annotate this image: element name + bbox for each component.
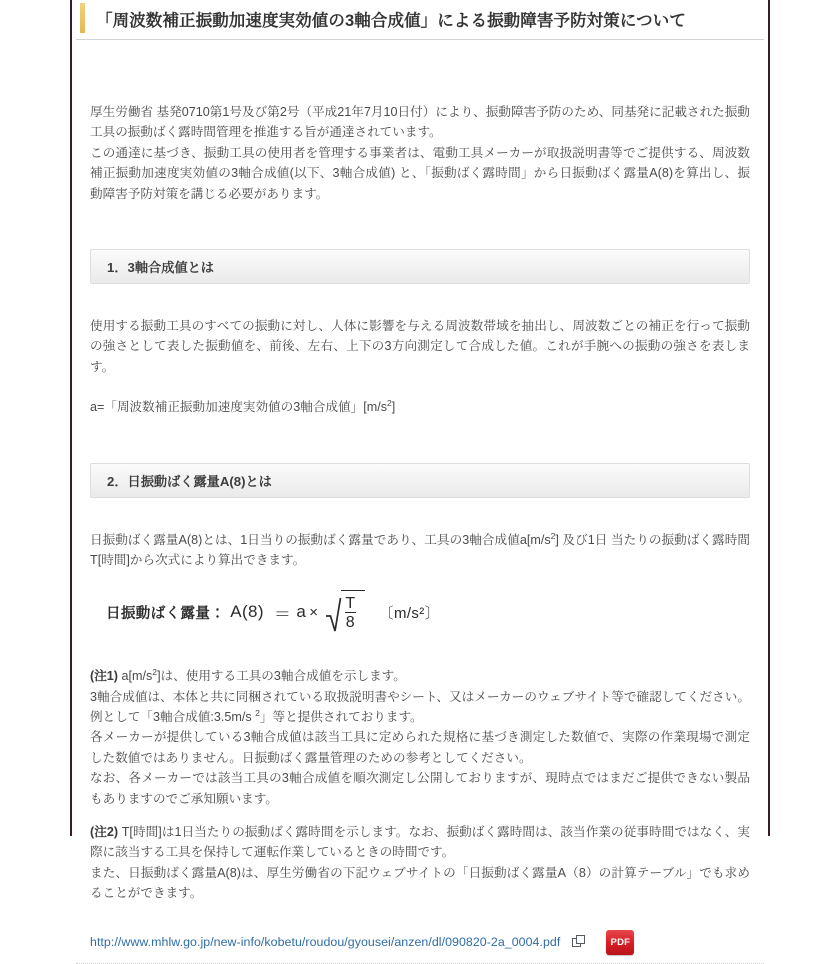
section-1-heading: 1．3軸合成値とは <box>90 249 750 284</box>
radicand-fraction <box>341 590 364 634</box>
content-frame <box>70 0 770 950</box>
page-title: 「周波数補正振動加速度実効値の3軸合成値」による振動障害予防対策について <box>96 12 686 30</box>
pdf-badge-label: PDF <box>610 936 631 948</box>
fraction-denominator: 8 <box>345 614 356 632</box>
intro-paragraph-1: 厚生労働省 基発0710第1号及び第2号（平成21年7月10日付）により、振動障害予防のため、同基発に記載された振動工具の振動ばく露時間管理を推進する旨が通達されています。 <box>90 105 750 140</box>
formula-square-root <box>325 590 364 634</box>
note-1-line-4: なお、各メーカーでは該当工具の3軸合成値を順次測定し公開しておりますが、現時点ではまだご提供できない製品もありますのでご承知願います。 <box>90 771 750 806</box>
spacer <box>90 204 750 249</box>
note-1-line-1-part-2: ]は、使用する工具の3軸合成値を示します。 <box>157 669 406 684</box>
spacer <box>90 634 750 666</box>
note-1-tag: (注1) <box>90 669 118 684</box>
formula-lhs: A(8) <box>230 602 264 622</box>
radical-sign-icon <box>325 590 342 634</box>
intro-paragraph-2: この通達に基づき、振動工具の使用者を管理する事業者は、電動工具メーカーが取扱説明書等でご提供する、周波数補正振動加速度実効値の3軸合成値(以下、3軸合成値) と、「振動ばく露時間」から日振動ばく露量A(8)を算出し、振動障害予防対策を講じる必要があります。 <box>90 145 750 201</box>
note-2 <box>90 822 750 904</box>
bottom-divider <box>76 963 764 964</box>
section-2-superscript: 2 <box>550 530 556 541</box>
mhlw-pdf-link[interactable]: http://www.mhlw.go.jp/new-info/kobetu/roudou/gyousei/anzen/dl/090820-2a_0004.pdf <box>90 935 561 950</box>
document-title-bar <box>76 0 764 40</box>
document-body <box>72 102 768 904</box>
definition-suffix: ] <box>391 400 396 415</box>
pdf-file-icon[interactable] <box>606 930 634 955</box>
note-2-line-2: また、日振動ばく露量A(8)は、厚生労働省の下記ウェブサイトの「日振動ばく露量A（8）の計算テーブル」でも求めることができます。 <box>90 865 750 901</box>
formula-variable-a: a <box>296 602 307 622</box>
note-2-line-1: T[時間]は1日当たりの振動ばく露時間を示します。なお、振動ばく露時間は、該当作業の従事時間ではなく、実際に該当する工具を保持して運転作業しているときの時間です。 <box>90 825 750 860</box>
formula-daily-vibration-exposure <box>90 590 750 634</box>
spacer <box>90 284 750 316</box>
section-2-heading: 2．日振動ばく露量A(8)とは <box>90 463 750 498</box>
reference-link-row <box>72 930 768 955</box>
spacer <box>90 377 750 397</box>
spacer <box>90 418 750 463</box>
formula-equals-sign: ＝ <box>273 604 292 624</box>
spacer <box>90 809 750 822</box>
formula-label: 日振動ばく露量： <box>106 605 226 622</box>
note-1-superscript-2: 2 <box>255 707 260 718</box>
note-1-superscript-1: 2 <box>152 667 158 678</box>
formula-unit: 〔m/s²〕 <box>378 604 441 622</box>
section-2-text-part-1: 日振動ばく露量A(8)とは、1日当りの振動ばく露量であり、工具の3軸合成値a[m/s <box>90 532 551 547</box>
section-2-paragraph <box>90 530 750 571</box>
note-1-line-1-part-1: a[m/s <box>118 669 153 684</box>
note-1-line-2-part-1: 3軸合成値は、本体と共に同梱されている取扱説明書やシート、又はメーカーのウェブサイト等で確認してください。例として「3軸合成値:3.5m/s <box>90 689 750 725</box>
spacer <box>90 498 750 530</box>
definition-prefix: a=「周波数補正振動加速度実効値の3軸合成値」[m/s <box>90 400 388 415</box>
note-1-line-3: 各メーカーが提供している3軸合成値は該当工具に定められた規格に基づき測定した数値で、実際の作業現場で測定した数値ではありません。日振動ばく露量管理のための参考としてください。 <box>90 730 750 765</box>
external-link-icon[interactable] <box>572 935 586 949</box>
note-1-line-2-part-2: 」等と提供されております。 <box>259 710 423 725</box>
note-2-tag: (注2) <box>90 825 119 840</box>
spacer <box>90 570 750 590</box>
title-accent-bar <box>80 3 85 33</box>
definition-superscript: 2 <box>387 397 392 408</box>
section-1-paragraph: 使用する振動工具のすべての振動に対し、人体に影響を与える周波数帯域を抽出し、周波数ごとの補正を行って振動の強さとして表した振動値を、前後、左右、上下の3方向測定して合成した値。これが手腕への振動の強さを表します。 <box>90 318 750 374</box>
section-2-text-part-2: ] 及び1日 当たりの振動ばく露時間T[時間]から次式により算出できます。 <box>90 532 750 567</box>
note-1 <box>90 666 750 809</box>
fraction-numerator: T <box>345 595 356 613</box>
formula-multiply-sign: × <box>309 603 319 621</box>
section-1-definition <box>90 397 750 417</box>
